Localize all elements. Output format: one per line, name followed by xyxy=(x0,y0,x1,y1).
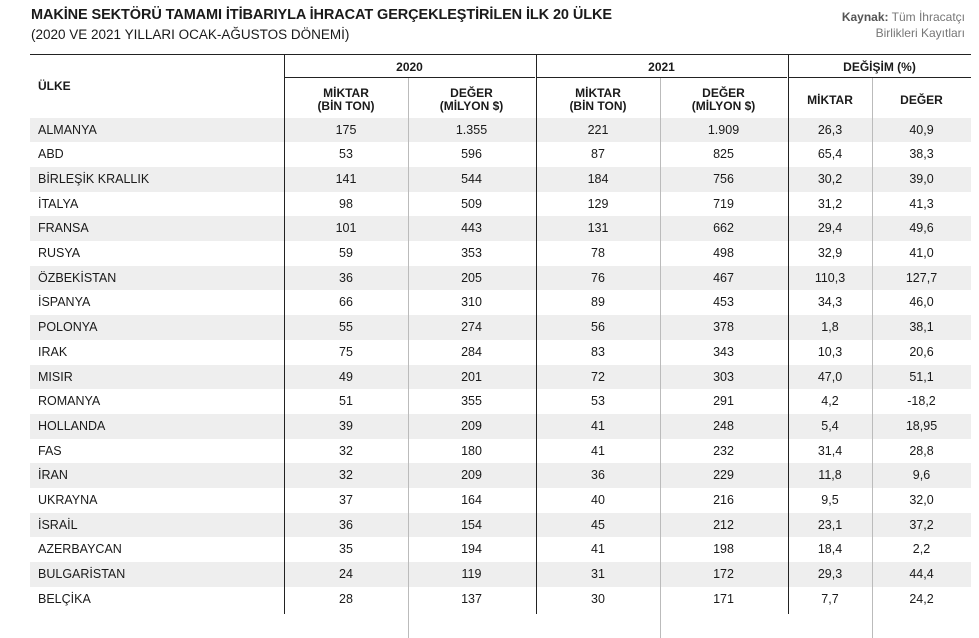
table-row xyxy=(30,488,971,513)
cell-val-2020: 509 xyxy=(461,196,482,211)
cell-country: AZERBAYCAN xyxy=(38,542,122,557)
cell-change-val: 44,4 xyxy=(909,567,934,582)
cell-qty-2020: 35 xyxy=(339,542,353,557)
header-country: ÜLKE xyxy=(38,79,71,93)
cell-val-2021: 212 xyxy=(713,517,734,532)
cell-change-val: 32,0 xyxy=(909,493,934,507)
cell-change-val: 24,2 xyxy=(909,591,934,606)
cell-country: BİRLEŞİK KRALLIK xyxy=(38,171,150,186)
cell-change-qty: 47,0 xyxy=(817,369,843,384)
cell-change-val: 38,1 xyxy=(909,320,934,335)
cell-country: IRAK xyxy=(38,344,68,359)
cell-qty-2021: 83 xyxy=(591,344,605,359)
cell-val-2020: 119 xyxy=(461,567,482,582)
cell-country: UKRAYNA xyxy=(38,493,98,507)
cell-val-2021: 303 xyxy=(713,369,734,384)
cell-country: HOLLANDA xyxy=(38,418,106,433)
cell-qty-2021: 56 xyxy=(591,320,605,335)
cell-val-2020: 164 xyxy=(461,493,482,507)
table-row xyxy=(30,290,971,315)
table-row xyxy=(30,463,971,488)
cell-val-2021: 662 xyxy=(713,221,734,236)
cell-qty-2021: 87 xyxy=(591,147,605,162)
cell-qty-2020: 66 xyxy=(339,295,353,310)
col-divider-minor xyxy=(660,78,661,638)
cell-val-2021: 291 xyxy=(713,394,734,409)
cell-qty-2021: 53 xyxy=(591,394,605,409)
val-line1: DEĞER xyxy=(702,86,745,100)
cell-qty-2021: 45 xyxy=(591,517,605,532)
cell-change-qty: 65,4 xyxy=(817,147,843,162)
page-subtitle: (2020 VE 2021 YILLARI OCAK-AĞUSTOS DÖNEMİ) xyxy=(31,27,350,42)
table-row xyxy=(30,389,971,414)
cell-val-2021: 172 xyxy=(713,567,734,582)
cell-qty-2020: 75 xyxy=(339,344,353,359)
cell-qty-2020: 175 xyxy=(335,122,357,137)
table-row xyxy=(30,167,971,192)
cell-qty-2021: 72 xyxy=(591,369,605,384)
cell-qty-2021: 129 xyxy=(587,196,609,211)
cell-change-val: 37,2 xyxy=(909,517,934,532)
table-row xyxy=(30,513,971,538)
cell-val-2021: 232 xyxy=(713,443,734,458)
cell-qty-2020: 36 xyxy=(339,517,353,532)
cell-val-2020: 194 xyxy=(461,542,482,557)
val-line2: (MİLYON $) xyxy=(691,99,756,113)
source-note xyxy=(842,9,965,41)
cell-change-qty: 34,3 xyxy=(817,295,843,310)
cell-qty-2020: 59 xyxy=(339,246,353,260)
cell-change-qty: 110,3 xyxy=(814,270,846,285)
cell-change-val: 18,95 xyxy=(905,418,938,433)
cell-val-2021: 171 xyxy=(713,591,734,606)
cell-qty-2021: 78 xyxy=(591,246,605,260)
rule-change xyxy=(788,77,971,78)
cell-qty-2020: 39 xyxy=(339,418,353,433)
cell-val-2020: 201 xyxy=(461,369,482,384)
source-label: Kaynak: xyxy=(841,10,889,24)
header-2021-val xyxy=(660,87,787,113)
header-change-qty: MİKTAR xyxy=(807,93,853,107)
cell-change-qty: 26,3 xyxy=(817,122,843,137)
table-row xyxy=(30,216,971,241)
cell-country: FRANSA xyxy=(38,221,89,236)
cell-qty-2020: 32 xyxy=(339,443,353,458)
cell-change-qty: 10,3 xyxy=(817,344,843,359)
cell-change-qty: 29,3 xyxy=(817,567,843,582)
table-row xyxy=(30,562,971,587)
cell-val-2021: 343 xyxy=(713,344,734,359)
col-divider xyxy=(788,54,789,614)
cell-qty-2020: 49 xyxy=(339,369,353,384)
cell-country: POLONYA xyxy=(38,320,98,335)
cell-country: ÖZBEKİSTAN xyxy=(38,270,117,285)
cell-country: ALMANYA xyxy=(38,122,97,137)
cell-qty-2021: 131 xyxy=(587,221,609,236)
table-row xyxy=(30,439,971,464)
val-line2: (MİLYON $) xyxy=(439,99,504,113)
table-row xyxy=(30,414,971,439)
cell-qty-2020: 24 xyxy=(339,567,353,582)
cell-qty-2020: 53 xyxy=(339,147,353,162)
cell-country: İRAN xyxy=(38,468,68,483)
table-row xyxy=(30,142,971,167)
cell-val-2020: 137 xyxy=(461,591,482,606)
cell-val-2020: 274 xyxy=(461,320,482,335)
cell-change-qty: 1,8 xyxy=(821,320,839,335)
cell-change-qty: 7,7 xyxy=(821,591,839,606)
cell-val-2020: 205 xyxy=(461,270,482,285)
cell-qty-2021: 41 xyxy=(591,443,605,458)
cell-val-2021: 248 xyxy=(713,418,734,433)
cell-country: İSPANYA xyxy=(38,295,91,310)
cell-qty-2021: 41 xyxy=(591,418,605,433)
col-divider-minor xyxy=(872,78,873,638)
cell-change-qty: 32,9 xyxy=(817,246,843,260)
cell-country: BELÇİKA xyxy=(38,591,91,606)
col-divider-minor xyxy=(408,78,409,638)
header-2021: 2021 xyxy=(648,60,675,74)
cell-country: İSRAİL xyxy=(38,517,78,532)
cell-qty-2021: 184 xyxy=(587,171,609,186)
cell-val-2021: 825 xyxy=(713,147,734,162)
cell-change-qty: 4,2 xyxy=(821,394,839,409)
cell-change-qty: 9,5 xyxy=(821,493,839,507)
cell-qty-2020: 37 xyxy=(339,493,353,507)
source-line1: Tüm İhracatçı xyxy=(891,10,965,24)
cell-val-2020: 154 xyxy=(461,517,482,532)
cell-val-2021: 453 xyxy=(713,295,734,310)
cell-country: FAS xyxy=(38,443,62,458)
cell-qty-2021: 36 xyxy=(591,468,605,483)
qty-line2: (BİN TON) xyxy=(317,99,375,113)
cell-val-2020: 284 xyxy=(461,344,482,359)
cell-qty-2020: 98 xyxy=(339,196,353,211)
cell-val-2020: 544 xyxy=(461,171,482,186)
cell-change-qty: 5,4 xyxy=(821,418,839,433)
table-row xyxy=(30,365,971,390)
cell-val-2020: 353 xyxy=(461,246,482,260)
cell-val-2021: 719 xyxy=(713,196,734,211)
cell-change-val: 41,3 xyxy=(909,196,934,211)
cell-val-2020: 310 xyxy=(461,295,482,310)
cell-qty-2021: 76 xyxy=(591,270,605,285)
page-title: MAKİNE SEKTÖRÜ TAMAMI İTİBARIYLA İHRACAT GERÇEKLEŞTİRİLEN İLK 20 ÜLKE xyxy=(31,7,612,23)
header-change: DEĞİŞİM (%) xyxy=(843,60,916,74)
cell-val-2020: 443 xyxy=(461,221,482,236)
cell-qty-2020: 101 xyxy=(335,221,357,236)
col-divider xyxy=(284,54,285,614)
cell-qty-2021: 30 xyxy=(591,591,605,606)
cell-qty-2020: 36 xyxy=(339,270,353,285)
cell-change-val: -18,2 xyxy=(907,394,936,409)
header-2021-qty xyxy=(536,87,660,113)
cell-qty-2020: 28 xyxy=(339,591,353,606)
cell-change-qty: 30,2 xyxy=(817,171,843,186)
cell-qty-2020: 55 xyxy=(339,320,353,335)
cell-qty-2020: 32 xyxy=(339,468,353,483)
table-row xyxy=(30,587,971,612)
cell-country: ABD xyxy=(38,147,64,162)
table-row xyxy=(30,340,971,365)
header-2020: 2020 xyxy=(396,60,423,74)
cell-country: ROMANYA xyxy=(38,394,101,409)
source-line2: Birlikleri Kayıtları xyxy=(875,26,965,40)
cell-qty-2021: 41 xyxy=(591,542,605,557)
cell-country: İTALYA xyxy=(38,196,79,211)
cell-country: BULGARİSTAN xyxy=(38,567,126,582)
qty-line1: MİKTAR xyxy=(575,86,621,100)
cell-qty-2021: 89 xyxy=(591,295,605,310)
cell-change-val: 9,6 xyxy=(912,468,931,483)
table-row xyxy=(30,315,971,340)
cell-change-qty: 29,4 xyxy=(817,221,843,236)
cell-country: RUSYA xyxy=(38,246,81,260)
cell-change-qty: 23,1 xyxy=(817,517,843,532)
cell-change-val: 2,2 xyxy=(912,542,931,557)
header-2020-val xyxy=(408,87,535,113)
cell-val-2021: 229 xyxy=(713,468,734,483)
cell-val-2020: 209 xyxy=(461,468,482,483)
cell-change-val: 40,9 xyxy=(909,122,934,137)
qty-line2: (BİN TON) xyxy=(569,99,627,113)
header-2020-qty xyxy=(284,87,408,113)
cell-val-2021: 467 xyxy=(713,270,734,285)
cell-val-2021: 498 xyxy=(713,246,734,260)
cell-change-val: 41,0 xyxy=(909,246,934,260)
cell-change-qty: 31,4 xyxy=(817,443,843,458)
col-divider xyxy=(536,54,537,614)
cell-val-2021: 756 xyxy=(713,171,734,186)
rule-2020 xyxy=(284,77,535,78)
cell-val-2021: 1.909 xyxy=(707,122,740,137)
cell-change-val: 46,0 xyxy=(909,295,934,310)
val-line1: DEĞER xyxy=(450,86,493,100)
cell-qty-2021: 40 xyxy=(591,493,605,507)
cell-change-val: 51,1 xyxy=(909,369,934,384)
cell-val-2021: 378 xyxy=(713,320,734,335)
cell-val-2020: 180 xyxy=(461,443,482,458)
cell-change-qty: 11,8 xyxy=(818,468,842,483)
table-row xyxy=(30,266,971,291)
cell-val-2020: 596 xyxy=(461,147,482,162)
table-row xyxy=(30,537,971,562)
cell-qty-2020: 141 xyxy=(335,171,357,186)
cell-country: MISIR xyxy=(38,369,73,384)
qty-line1: MİKTAR xyxy=(323,86,369,100)
cell-change-val: 49,6 xyxy=(909,221,934,236)
cell-change-val: 39,0 xyxy=(909,171,934,186)
cell-qty-2021: 221 xyxy=(587,122,609,137)
cell-val-2020: 355 xyxy=(461,394,482,409)
cell-qty-2021: 31 xyxy=(591,567,605,582)
cell-val-2020: 209 xyxy=(461,418,482,433)
cell-val-2021: 198 xyxy=(713,542,734,557)
cell-change-qty: 18,4 xyxy=(817,542,843,557)
cell-qty-2020: 51 xyxy=(339,394,353,409)
cell-change-qty: 31,2 xyxy=(817,196,843,211)
cell-change-val: 127,7 xyxy=(905,270,938,285)
cell-change-val: 38,3 xyxy=(909,147,934,162)
rule-2021 xyxy=(536,77,787,78)
header-change-val: DEĞER xyxy=(900,93,943,107)
table-row xyxy=(30,192,971,217)
table-row xyxy=(30,118,971,143)
cell-val-2021: 216 xyxy=(713,493,734,507)
cell-change-val: 28,8 xyxy=(909,443,934,458)
top-rule xyxy=(30,54,971,55)
cell-val-2020: 1.355 xyxy=(455,122,488,137)
cell-change-val: 20,6 xyxy=(909,344,934,359)
table-row xyxy=(30,241,971,266)
